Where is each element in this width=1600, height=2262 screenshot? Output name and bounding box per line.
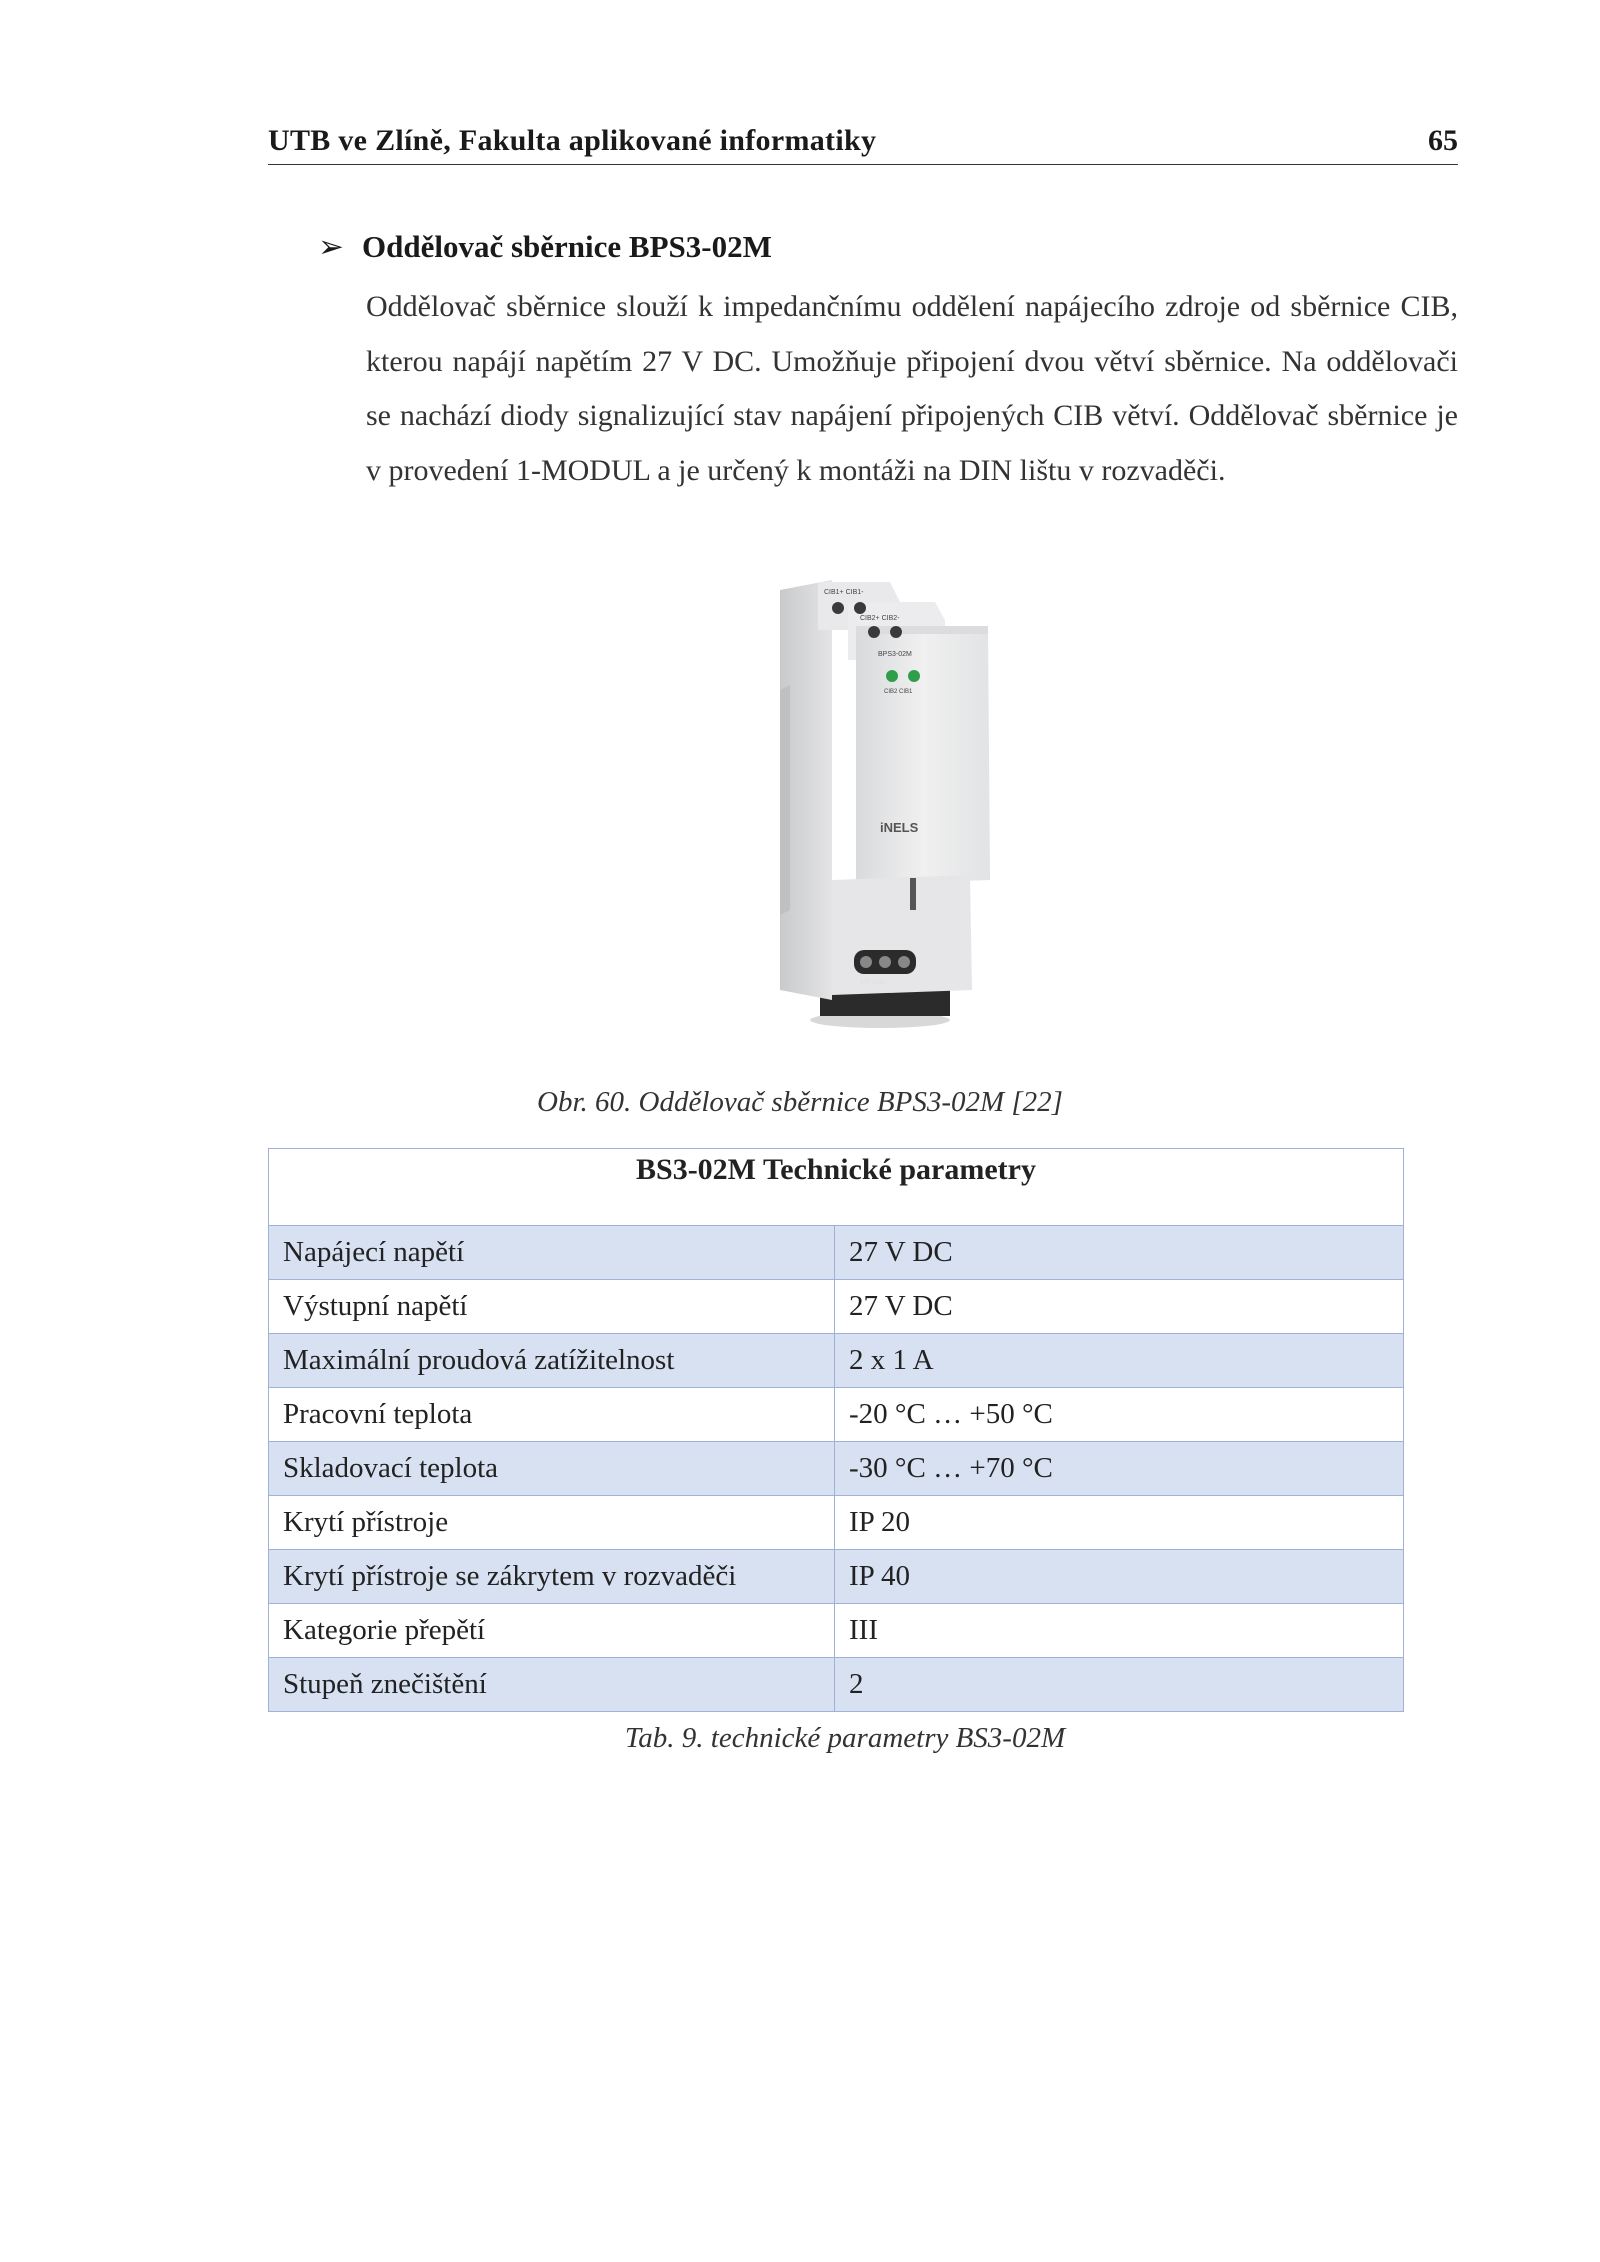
- param-value: 27 V DC: [835, 1226, 1404, 1280]
- device-front: [856, 626, 990, 885]
- label-cib2: CIB2+ CIB2-: [860, 615, 900, 622]
- param-value: 2 x 1 A: [835, 1334, 1404, 1388]
- param-name: Krytí přístroje: [269, 1496, 835, 1550]
- table-row: [269, 1388, 1404, 1442]
- param-value: -30 °C … +70 °C: [835, 1442, 1404, 1496]
- header-title: UTB ve Zlíně, Fakulta aplikované informatiky: [268, 124, 877, 157]
- param-value: IP 40: [835, 1550, 1404, 1604]
- param-name: Napájecí napětí: [269, 1226, 835, 1280]
- table-row: [269, 1496, 1404, 1550]
- param-value: 27 V DC: [835, 1280, 1404, 1334]
- table-row: [269, 1550, 1404, 1604]
- led-cib1: [908, 670, 920, 682]
- parameters-table: [268, 1148, 1404, 1712]
- table-title: BS3-02M Technické parametry: [269, 1149, 1404, 1226]
- table-row: [269, 1604, 1404, 1658]
- param-value: III: [835, 1604, 1404, 1658]
- param-name: Krytí přístroje se zákrytem v rozvaděči: [269, 1550, 835, 1604]
- param-value: 2: [835, 1658, 1404, 1712]
- param-value: -20 °C … +50 °C: [835, 1388, 1404, 1442]
- label-model: BPS3-02M: [878, 651, 912, 658]
- param-name: Skladovací teplota: [269, 1442, 835, 1496]
- page-header: [268, 124, 1458, 165]
- figure-caption: Obr. 60. Oddělovač sběrnice BPS3-02M [22]: [537, 1086, 1063, 1118]
- led-cib2: [886, 670, 898, 682]
- table-row: [269, 1658, 1404, 1712]
- label-cib1: CIB1+ CIB1-: [824, 589, 864, 596]
- table-row: [269, 1334, 1404, 1388]
- param-name: Stupeň znečištění: [269, 1658, 835, 1712]
- table-row: [269, 1280, 1404, 1334]
- param-name: Výstupní napětí: [269, 1280, 835, 1334]
- page-number: 65: [1428, 124, 1458, 157]
- arrow-bullet-icon: ➢: [318, 229, 344, 264]
- section-paragraph: Oddělovač sběrnice slouží k impedančnímu oddělení napájecího zdroje od sběrnice CIB, kterou napájí napětím 27 V DC. Umožňuje připojení dvou větví sběrnice. Na oddělovači se nachází diody signalizující stav napájení připojených CIB větví. Oddělovač sběrnice je v provedení 1-MODUL a je určený k montáži na DIN lištu v rozvaděči.: [366, 290, 1458, 487]
- brand-logo: iNELS: [880, 820, 919, 835]
- table-caption: Tab. 9. technické parametry BS3-02M: [624, 1722, 1066, 1754]
- label-leds: CIB2 CIB1: [884, 689, 913, 695]
- table-header-row: [269, 1149, 1404, 1226]
- param-name: Maximální proudová zatížitelnost: [269, 1334, 835, 1388]
- device-photo: [760, 580, 1020, 1040]
- param-name: Pracovní teplota: [269, 1388, 835, 1442]
- section-heading: [318, 229, 772, 265]
- param-value: IP 20: [835, 1496, 1404, 1550]
- param-name: Kategorie přepětí: [269, 1604, 835, 1658]
- table-row: [269, 1442, 1404, 1496]
- section-heading-text: Oddělovač sběrnice BPS3-02M: [362, 229, 772, 264]
- table-row: [269, 1226, 1404, 1280]
- label-bottom: 27V GND: [860, 980, 886, 986]
